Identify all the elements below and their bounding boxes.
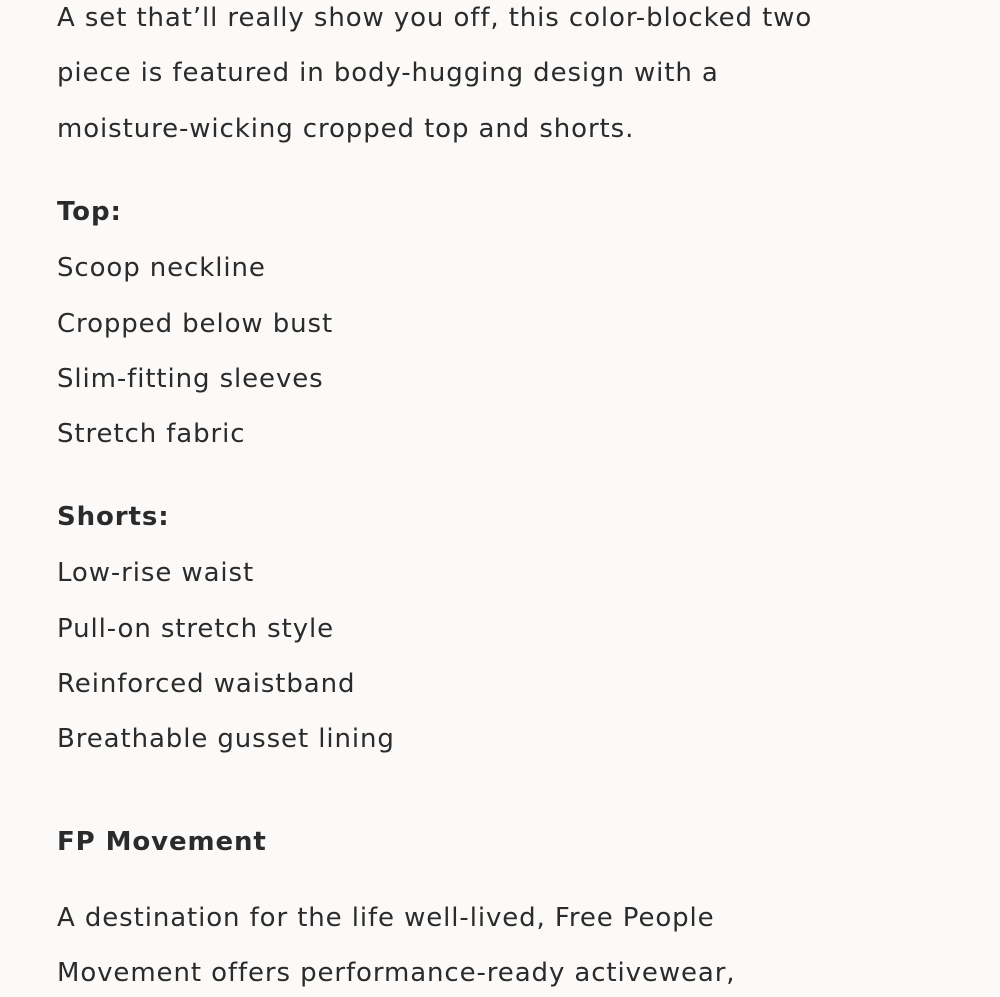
shorts-heading: Shorts:: [57, 502, 170, 532]
top-list-item: Stretch fabric: [57, 419, 246, 449]
brand-heading: FP Movement: [57, 827, 267, 857]
top-list-item: Cropped below bust: [57, 309, 334, 339]
shorts-list-item: Low-rise waist: [57, 558, 255, 588]
shorts-list-item: Reinforced waistband: [57, 669, 356, 699]
description-line: A set that’ll really show you off, this color-blocked two: [57, 3, 813, 33]
description-line: moisture-wicking cropped top and shorts.: [57, 114, 635, 144]
shorts-list-item: Breathable gusset lining: [57, 724, 395, 754]
top-heading: Top:: [57, 197, 122, 227]
shorts-list-item: Pull-on stretch style: [57, 614, 334, 644]
top-list-item: Slim-fitting sleeves: [57, 364, 324, 394]
top-list-item: Scoop neckline: [57, 253, 266, 283]
brand-line: A destination for the life well-lived, Free People: [57, 903, 715, 933]
description-line: piece is featured in body-hugging design with a: [57, 58, 719, 88]
brand-line: Movement offers performance-ready activewear,: [57, 958, 736, 988]
